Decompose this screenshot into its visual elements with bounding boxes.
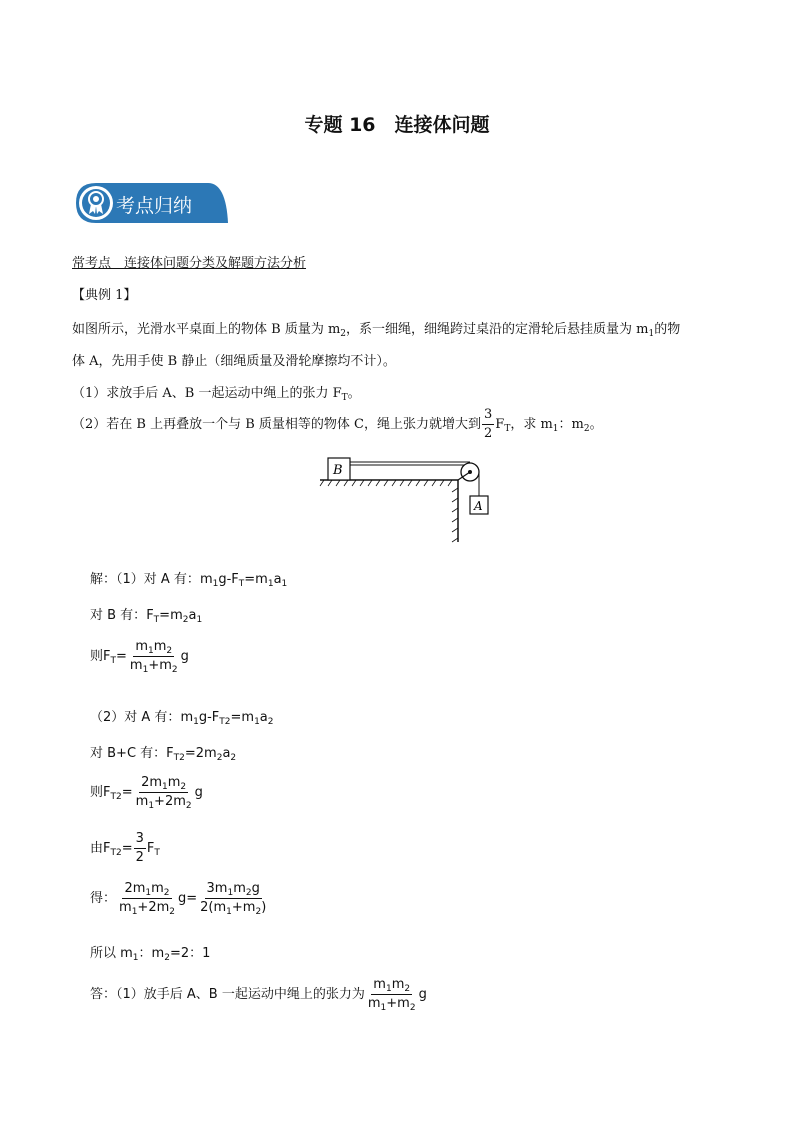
problem-line-2: 体 A，先用手使 B 静止（细绳质量及滑轮摩擦均不计）。 bbox=[72, 354, 396, 369]
solution-line-8: 得： $\frac{2m_1m_2}{m_1+2m_2}$ g= $\frac{3m_1m_2g}{2(m_1+m_2)}$ bbox=[90, 881, 267, 917]
block-b-label: B bbox=[333, 463, 343, 478]
solution-line-4: （2）对 A 有：$m_1g-F_{T2}=m_1a_2$ bbox=[90, 710, 274, 727]
solution-line-1: 解：（1）对 A 有：$m_1g-F_T=m_1a_1$ bbox=[90, 572, 288, 589]
page-title: 专题 16 连接体问题 bbox=[304, 114, 490, 136]
pulley-diagram bbox=[318, 452, 490, 544]
section-heading: 常考点 连接体问题分类及解题方法分析 bbox=[72, 256, 307, 271]
section-badge bbox=[76, 183, 228, 223]
block-a-label: A bbox=[474, 499, 483, 513]
solution-line-5: 对 B+C 有：$F_{T2}=2m_2a_2$ bbox=[90, 746, 237, 763]
fraction-3-2: $\frac{3}{2}$ bbox=[484, 407, 493, 441]
solution-line-2: 对 B 有：$F_T=m_2a_1$ bbox=[90, 608, 203, 625]
solution-line-9: 所以 $m_1$：$m_2=2$：1 bbox=[90, 946, 211, 963]
question-1: （1）求放手后 A、B 一起运动中绳上的张力 $F_T$。 bbox=[72, 386, 361, 403]
example-label: 【典例 1】 bbox=[72, 288, 137, 303]
solution-line-7: 由$F_{T2}=$ $\frac{3}{2}$ $F_T$ bbox=[90, 831, 160, 865]
solution-line-3: 则$F_T=$ $\frac{m_1m_2}{m_1+m_2}$ g bbox=[90, 639, 189, 675]
solution-line-6: 则$F_{T2}=$ $\frac{2m_1m_2}{m_1+2m_2}$ g bbox=[90, 775, 203, 811]
problem-line-1: 如图所示，光滑水平桌面上的物体 B 质量为 $m_2$，系一细绳，细绳跨过桌沿的定滑轮后悬挂质量为 $m_1$的物 bbox=[72, 322, 681, 339]
answer-line: 答：（1）放手后 A、B 一起运动中绳上的张力为 $\frac{m_1m_2}{m_1+m_2}$ g bbox=[90, 977, 427, 1013]
badge-label: 考点归纳 bbox=[116, 195, 193, 217]
question-2: （2）若在 B 上再叠放一个与 B 质量相等的物体 C，绳上张力就增大到 $\frac{3}{2}$ $F_T$，求 $m_1$：$m_2$。 bbox=[72, 407, 603, 441]
